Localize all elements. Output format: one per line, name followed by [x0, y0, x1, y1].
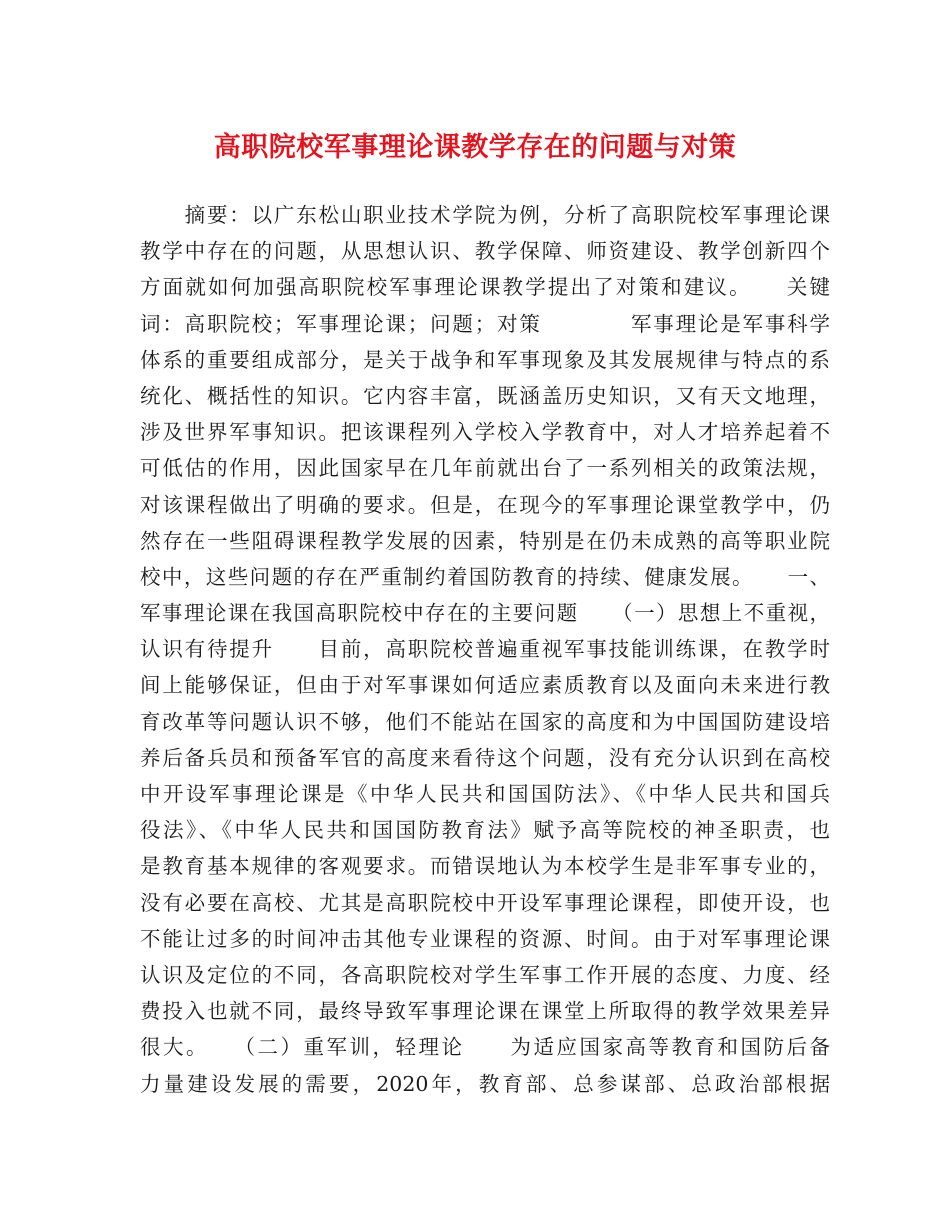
body-line: 养后备兵员和预备军官的高度来看待这个问题，没有充分认识到在高校 — [140, 745, 830, 770]
document-body — [140, 197, 830, 1102]
body-line: 军事理论课在我国高职院校中存在的主要问题 （一）思想上不重视， — [140, 601, 830, 626]
body-line: 然存在一些阻碍课程教学发展的因素，特别是在仍未成熟的高等职业院 — [140, 528, 830, 553]
body-line: 词：高职院校；军事理论课；问题；对策 军事理论是军事科学 — [140, 311, 830, 336]
body-line: 中开设军事理论课是《中华人民共和国国防法》、《中华人民共和国兵 — [140, 782, 830, 806]
body-line: 对该课程做出了明确的要求。但是，在现今的军事理论课堂教学中，仍 — [140, 492, 830, 517]
body-line: 教学中存在的问题，从思想认识、教学保障、师资建设、教学创新四个 — [140, 239, 830, 264]
body-line: 是教育基本规律的客观要求。而错误地认为本校学生是非军事专业的， — [140, 854, 830, 879]
body-line: 统化、概括性的知识。它内容丰富，既涵盖历史知识，又有天文地理， — [140, 383, 830, 408]
body-line: 摘要：以广东松山职业技术学院为例，分析了高职院校军事理论课 — [140, 203, 830, 227]
body-line: 不能让过多的时间冲击其他专业课程的资源、时间。由于对军事理论课 — [140, 926, 830, 951]
body-line: 力量建设发展的需要，2020年，教育部、总参谋部、总政治部根据 — [140, 1071, 830, 1096]
body-line: 费投入也就不同，最终导致军事理论课在课堂上所取得的教学效果差异 — [140, 999, 830, 1024]
body-line: 育改革等问题认识不够，他们不能站在国家的高度和为中国国防建设培 — [140, 709, 830, 734]
body-line: 认识及定位的不同，各高职院校对学生军事工作开展的态度、力度、经 — [140, 962, 830, 987]
body-line: 没有必要在高校、尤其是高职院校中开设军事理论课程，即使开设，也 — [140, 890, 830, 915]
body-line: 间上能够保证，但由于对军事课如何适应素质教育以及面向未来进行教 — [140, 673, 830, 698]
body-line: 认识有待提升 目前，高职院校普遍重视军事技能训练课，在教学时 — [140, 637, 830, 662]
body-line: 方面就如何加强高职院校军事理论课教学提出了对策和建议。 关键 — [140, 275, 830, 300]
body-line: 体系的重要组成部分，是关于战争和军事现象及其发展规律与特点的系 — [140, 347, 830, 372]
body-line: 役法》、《中华人民共和国国防教育法》赋予高等院校的神圣职责，也 — [140, 818, 830, 843]
body-line: 可低估的作用，因此国家早在几年前就出台了一系列相关的政策法规， — [140, 456, 830, 481]
body-line: 涉及世界军事知识。把该课程列入学校入学教育中，对人才培养起着不 — [140, 420, 830, 445]
body-line: 校中，这些问题的存在严重制约着国防教育的持续、健康发展。 一、 — [140, 564, 830, 589]
document-title: 高职院校军事理论课教学存在的问题与对策 — [213, 132, 737, 163]
body-line: 很大。 （二）重军训，轻理论 为适应国家高等教育和国防后备 — [140, 1035, 830, 1060]
